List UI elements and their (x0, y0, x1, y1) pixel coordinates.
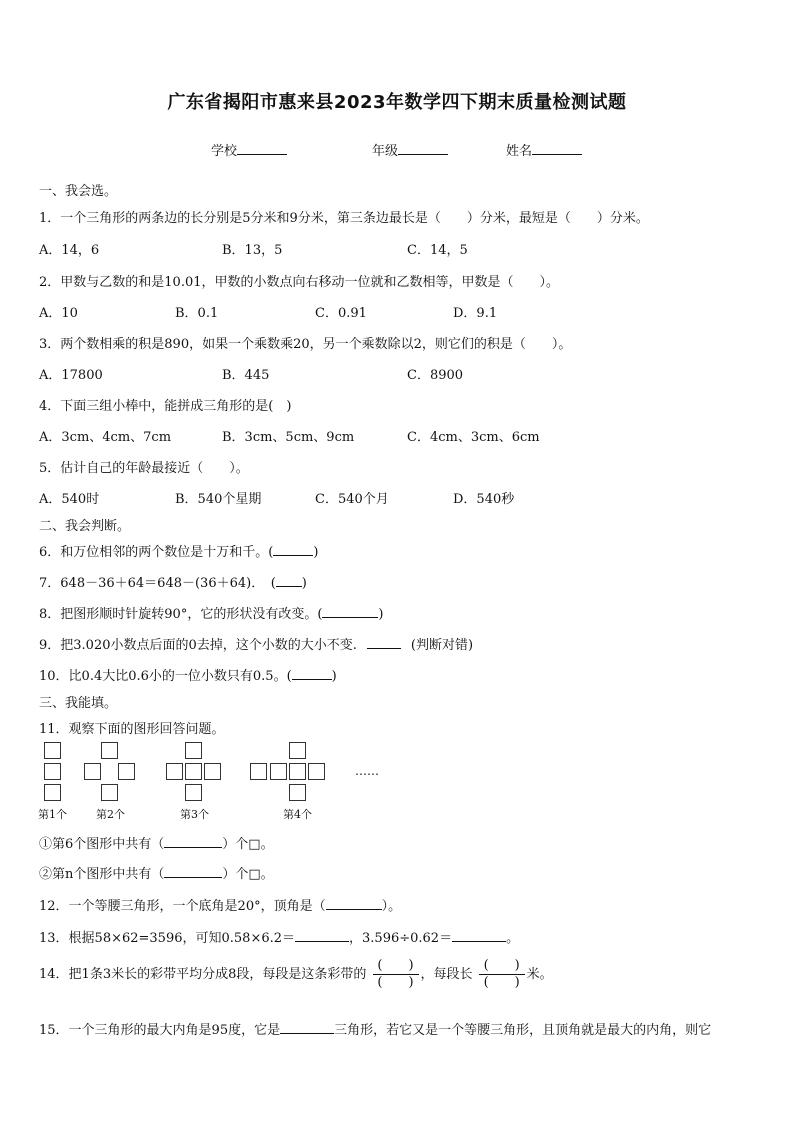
figure-3-square (166, 763, 183, 780)
q14-fraction-1-denominator[interactable]: ( ) (377, 975, 414, 990)
q12-close: ）。 (381, 899, 402, 914)
q11-2-unit: ）个□。 (222, 867, 274, 882)
question-10 (39, 665, 337, 684)
figure-2-square (101, 784, 118, 801)
figure-1-square (44, 763, 61, 780)
figure-3-square (185, 784, 202, 801)
q11-1-unit: ）个□。 (222, 837, 274, 852)
q9-answer-blank[interactable] (367, 636, 401, 649)
q9-text: 9．把3.020小数点后面的0去掉，这个小数的大小不变. (39, 638, 357, 653)
q14-fraction-1-numerator[interactable]: ( ) (377, 958, 414, 973)
q3-option-b[interactable]: B．445 (222, 368, 270, 383)
question-11-part-1 (39, 833, 274, 852)
question-8 (39, 603, 383, 622)
figure-1-square (44, 784, 61, 801)
q10-text: 10．比0.4大比0.6小的一位小数只有0.5。( (39, 669, 292, 684)
q3-option-c[interactable]: C．8900 (407, 368, 464, 383)
q8-answer-blank[interactable] (322, 605, 378, 618)
school-blank[interactable] (237, 142, 287, 155)
question-7 (39, 572, 307, 591)
question-5: 5．估计自己的年龄最接近（ ）。 (39, 461, 249, 476)
figure-4-square (270, 763, 287, 780)
q12-answer-blank[interactable] (326, 897, 382, 910)
q15-text-2: 三角形，若它又是一个等腰三角形，且顶角就是最大的内角，则它 (334, 1023, 712, 1038)
q12-text: 12．一个等腰三角形，一个底角是20°，顶角是（ (39, 899, 326, 914)
q13-text: 13．根据58×62=3596，可知0.58×6.2＝ (39, 931, 296, 946)
q15-answer-blank[interactable] (280, 1021, 334, 1034)
question-11: 11．观察下面的图形回答问题。 (39, 722, 225, 737)
q5-option-b[interactable]: B．540个星期 (175, 492, 262, 507)
q4-option-c[interactable]: C．4cm、3cm、6cm (407, 430, 540, 445)
q3-option-a[interactable]: A．17800 (39, 368, 103, 383)
continuation-dots: …… (355, 764, 379, 778)
q4-option-b[interactable]: B．3cm、5cm、9cm (222, 430, 355, 445)
figure-4-square (250, 763, 267, 780)
figure-2-square (118, 763, 135, 780)
q13-answer-blank-1[interactable] (295, 929, 349, 942)
q4-option-a[interactable]: A．3cm、4cm、7cm (39, 430, 172, 445)
q14-fraction-2-numerator[interactable]: ( ) (483, 958, 520, 973)
figure-2-square (84, 763, 101, 780)
figure-2-square (101, 742, 118, 759)
q2-option-c[interactable]: C．0.91 (315, 306, 367, 321)
figure-4-square (289, 784, 306, 801)
question-13 (39, 927, 519, 946)
question-15 (39, 1019, 711, 1038)
q9-note: (判断对错) (410, 638, 474, 653)
figure-1-label: 第1个 (38, 808, 67, 821)
question-2: 2．甲数与乙数的和是10.01，甲数的小数点向右移动一位就和乙数相等，甲数是（ ）。 (39, 275, 559, 290)
q14-text: 14．把1条3米长的彩带平均分成8段，每段是这条彩带的 (39, 967, 367, 982)
question-14 (39, 958, 553, 991)
q11-2-answer-blank[interactable] (164, 865, 222, 878)
question-11-part-2 (39, 863, 274, 882)
q1-option-a[interactable]: A．14，6 (39, 243, 100, 258)
q14-fraction-2[interactable] (479, 958, 525, 991)
q2-option-d[interactable]: D．9.1 (453, 306, 498, 321)
question-9 (39, 634, 473, 653)
q6-close: ) (313, 545, 319, 560)
figure-4-square (308, 763, 325, 780)
q14-unit: 米。 (526, 967, 553, 982)
grade-label: 年级 (372, 144, 399, 159)
name-field[interactable] (506, 140, 582, 159)
figure-4-square (289, 742, 306, 759)
q13-end: 。 (506, 931, 520, 946)
q11-1-text: ①第6个图形中共有（ (39, 837, 165, 852)
question-6 (39, 541, 318, 560)
figure-4-label: 第4个 (283, 808, 312, 821)
q11-2-text: ②第n个图形中共有（ (39, 867, 165, 882)
q8-close: ) (378, 607, 384, 622)
q15-text: 15．一个三角形的最大内角是95度，它是 (39, 1023, 281, 1038)
question-4: 4．下面三组小棒中，能拼成三角形的是( ) (39, 399, 292, 414)
section-heading-fill: 三、我能填。 (39, 696, 118, 711)
figure-3-square (185, 763, 202, 780)
question-3: 3．两个数相乘的积是890，如果一个乘数乘20，另一个乘数除以2，则它们的积是（ ）。 (39, 337, 572, 352)
q1-option-c[interactable]: C．14，5 (407, 243, 468, 258)
q7-text: 7．648－36＋64＝648－(36＋64)． ( (39, 576, 276, 591)
figure-4-square (289, 763, 306, 780)
name-blank[interactable] (532, 142, 582, 155)
q1-option-b[interactable]: B．13，5 (222, 243, 283, 258)
question-12 (39, 895, 401, 914)
figure-1-square (44, 742, 61, 759)
q5-option-a[interactable]: A．540时 (39, 492, 100, 507)
section-heading-choose: 一、我会选。 (39, 184, 118, 199)
q7-close: ) (301, 576, 307, 591)
question-1: 1．一个三角形的两条边的长分别是5分米和9分米，第三条边最长是（ ）分米，最短是（ ）分米。 (39, 211, 649, 226)
figure-2-label: 第2个 (96, 808, 125, 821)
grade-blank[interactable] (398, 142, 448, 155)
q5-option-d[interactable]: D．540秒 (453, 492, 515, 507)
grade-field[interactable] (372, 140, 448, 159)
q6-text: 6．和万位相邻的两个数位是十万和千。( (39, 545, 274, 560)
q10-close: ) (331, 669, 337, 684)
q6-answer-blank[interactable] (273, 543, 313, 556)
q14-text-2: ，每段长 (420, 967, 473, 982)
figure-3-square (185, 742, 202, 759)
section-heading-judge: 二、我会判断。 (39, 519, 131, 534)
page-title: 广东省揭阳市惠来县2023年数学四下期末质量检测试题 (167, 92, 627, 113)
figure-3-square (204, 763, 221, 780)
q14-fraction-1[interactable] (373, 958, 419, 991)
q7-answer-blank[interactable] (276, 574, 302, 587)
q11-1-answer-blank[interactable] (164, 835, 222, 848)
q14-fraction-2-denominator[interactable]: ( ) (483, 975, 520, 990)
school-label: 学校 (211, 144, 238, 159)
q2-option-b[interactable]: B．0.1 (175, 306, 219, 321)
q2-option-a[interactable]: A．10 (39, 306, 78, 321)
name-label: 姓名 (506, 144, 533, 159)
q13-answer-blank-2[interactable] (452, 929, 506, 942)
figure-3-label: 第3个 (180, 808, 209, 821)
q8-text: 8．把图形顺时针旋转90°，它的形状没有改变。( (39, 607, 323, 622)
q10-answer-blank[interactable] (292, 667, 332, 680)
q5-option-c[interactable]: C．540个月 (315, 492, 389, 507)
q13-text-2: ，3.596÷0.62＝ (349, 931, 453, 946)
square-pattern-figures (38, 742, 438, 822)
school-field[interactable] (211, 140, 287, 159)
